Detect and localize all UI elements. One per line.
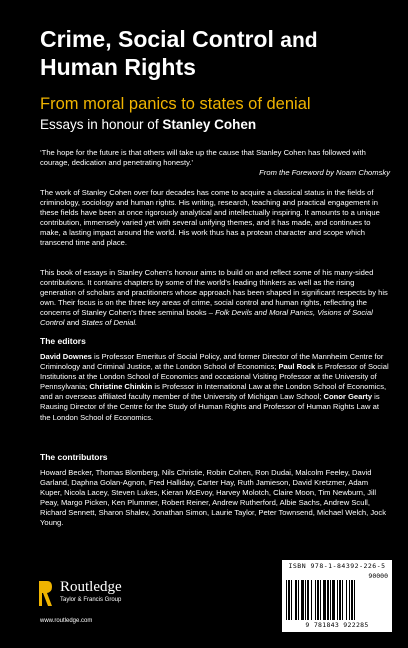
paragraph-2-and: and [66,318,80,328]
quote-text: ‘The hope for the future is that others will take up the cause that Stanley Cohen has followed with courage, dedication and penetrating honesty.’ [40,148,366,168]
description-paragraph-2 [40,268,390,329]
barcode-stripe [342,580,343,620]
barcode-stripe [301,580,304,620]
publisher-name: Routledge [60,579,122,595]
barcode-stripe [323,580,326,620]
book-subtitle: From moral panics to states of denial [40,95,311,113]
title-and: and [280,29,318,52]
barcode-bars [286,580,388,620]
editor-name: Conor Gearty [323,392,373,402]
editor-desc: is Professor in International Law at the London School of Economics, and an overseas affiliated faculty member of the University of Michigan Law School; [40,382,387,402]
barcode-stripe [317,580,319,620]
editor-desc: is Professor of Social Institutions at the London School of Economics and occasional Visiting Professor at the University of Pennsylvania; [40,362,389,392]
barcode-stripe [327,580,329,620]
barcode-stripe [320,580,321,620]
barcode [282,560,392,632]
barcode-stripe [305,580,306,620]
title-line-1: Crime, Social Control [40,26,274,52]
publisher-block [36,578,176,638]
barcode-stripe [288,580,290,620]
foreword-quote [40,148,390,178]
editor-name: Christine Chinkin [89,382,153,392]
title-line-2: Human Rights [40,54,196,80]
honoree-name: Stanley Cohen [162,117,257,132]
contributors-heading: The contributors [40,452,108,462]
editor-name: David Downes [40,352,92,361]
contributors-list: Howard Becker, Thomas Blomberg, Nils Christie, Robin Cohen, Ron Dudai, Malcolm Feeley, David Garland, Daphna Golan-Agnon, Fred Halliday, Carter Hay, Ruth Jamieson, David Kretzmer, Adam Kuper, Nicola Lacey, Steven Lukes, Kieran McEvoy, Harvey Molotch, Claire Moon, Tim Newburn, Jill Peay, Margo Picken, Ken Plummer, Robert Reiner, Andrew Rutherford, Albie Sachs, Andrew Scull, Richard Sennett, Sharon Shalev, Jonathan Simon, Laurie Taylor, Peter Townsend, Michael Welch, Jock Young. [40,468,386,528]
barcode-stripe [332,580,335,620]
barcode-stripe [346,580,347,620]
routledge-logo-icon [36,578,54,610]
barcode-stripe [298,580,299,620]
paragraph-2-last-book: States of Denial. [81,318,138,328]
description-paragraph-1: The work of Stanley Cohen over four decades has come to acquire a classical status in the fields of criminology, sociology and human rights. His writing, research, teaching and practical engagement in these fields have been at once rigorously analytical and intellectually inspiring. It amounts to a unique contribution, immensely varied yet with several unifying themes, and it has made, and continues to make, a lasting impact around the world. His work thus has a protean character and scope which transcend time and place. [40,188,380,248]
barcode-stripe [291,580,292,620]
isbn-label: ISBN 978-1-84392-226-5 [288,562,386,570]
barcode-stripe [337,580,338,620]
essays-prefix: Essays in honour of [40,117,159,132]
barcode-stripe [349,580,350,620]
barcode-stripe [315,580,316,620]
barcode-stripe [307,580,309,620]
barcode-number: 9 781843 922285 [305,621,369,629]
paragraph-2-books: Folk Devils and Moral Panics, Visions of Social Control [40,308,373,328]
editor-desc: is Rausing Director of the Centre for the Study of Human Rights and Professor of Human Rights Law at the London School of Economics. [40,392,380,422]
editors-heading: The editors [40,336,86,346]
editor-name: Paul Rock [278,362,316,372]
barcode-stripe [295,580,297,620]
paragraph-2-text: This book of essays in Stanley Cohen’s honour aims to build on and reflect some of his many-sided contributions. It contains chapters by some of the world’s leading thinkers as well as the rising generation of scholars and practitioners whose approach has been shaped in significant respects by his own. Their focus is on the three key areas of crime, social control and human rights, reflecting the concerns of Stanley Cohen’s three seminal books – [40,268,388,318]
price-code: 90000 [368,572,388,580]
barcode-stripe [354,580,355,620]
essays-line [40,116,390,134]
book-title [40,26,390,80]
editor-desc: is Professor Emeritus of Social Policy, and former Director of the Mannheim Centre for Criminology and Criminal Justice, at the London School of Economics; [40,352,384,372]
barcode-stripe [339,580,341,620]
publisher-group: Taylor & Francis Group [60,597,122,603]
quote-attribution: From the Foreword by Noam Chomsky [259,168,390,178]
publisher-url: www.routledge.com [40,618,93,624]
barcode-stripe [286,580,287,620]
barcode-stripe [351,580,353,620]
editors-list [40,352,390,423]
barcode-stripe [330,580,331,620]
barcode-stripe [311,580,312,620]
